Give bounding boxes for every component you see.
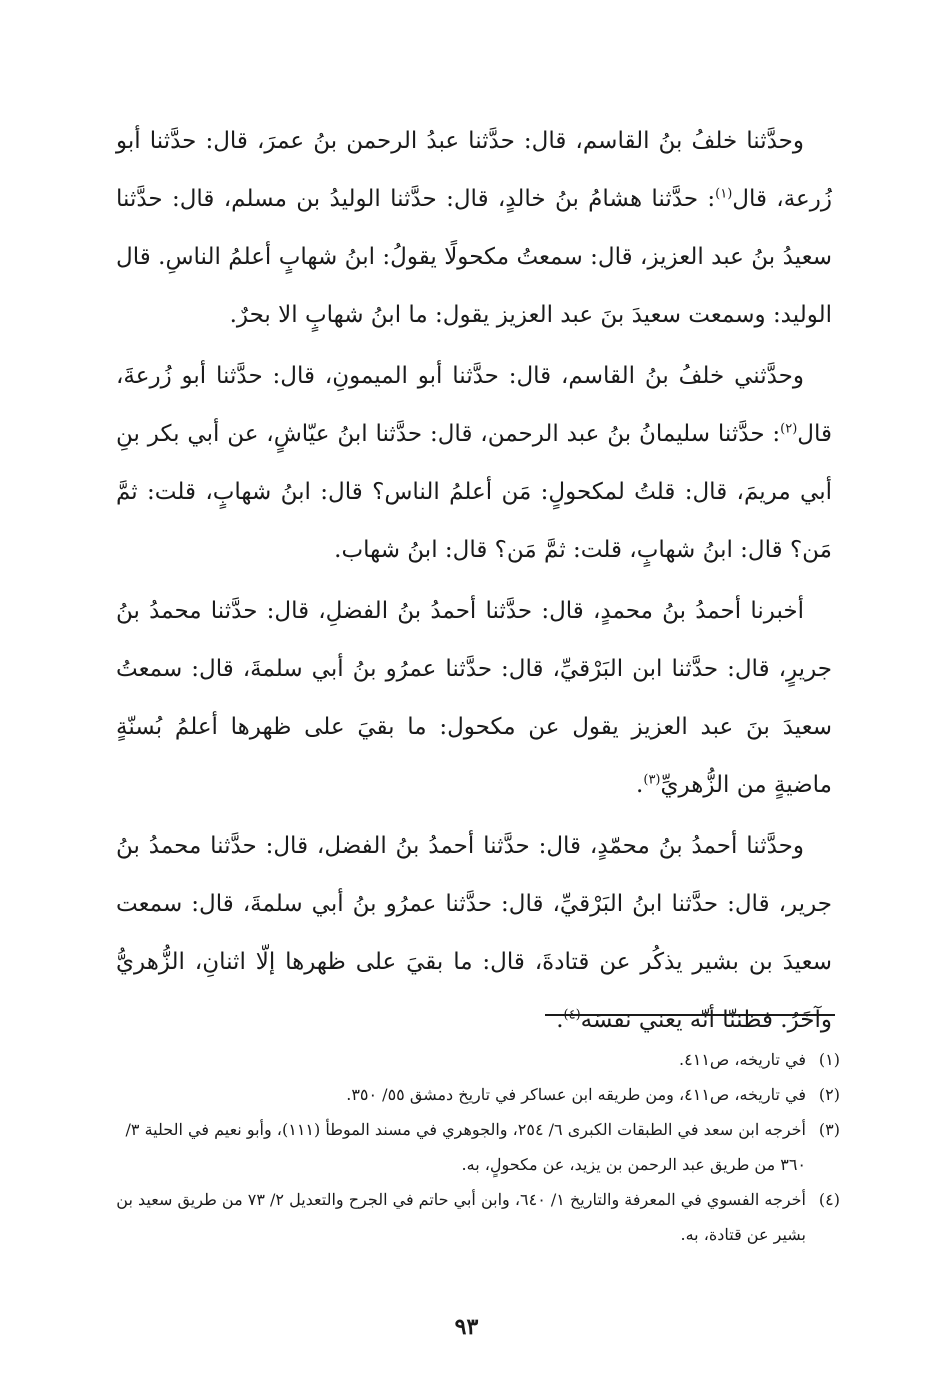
footnote-3 bbox=[100, 1112, 840, 1182]
footnote-4 bbox=[100, 1182, 840, 1252]
footnote-number-3: (٣) bbox=[818, 1120, 840, 1139]
footnote-number-1: (١) bbox=[818, 1050, 840, 1069]
paragraph-2-text-after: : حدَّثنا سليمانُ بنُ عبد الرحمن، قال: حدَّثنا ابنُ عيّاشٍ، عن أبي بكر بنِ أبي مريمَ، قال: قلتُ لمكحولٍ: مَن أعلمُ الناس؟ قال: ابنُ شهابٍ، قلت: ثمَّ مَن؟ قال: ابنُ شهابٍ، قلت: ثمَّ مَن؟ قال: ابنُ شهاب. bbox=[116, 421, 832, 563]
footnote-ref-1: (١) bbox=[715, 186, 733, 202]
paragraph-4-text-before: وحدَّثنا أحمدُ بنُ محمّدٍ، قال: حدَّثنا أحمدُ بنُ الفضل، قال: حدَّثنا محمدُ بنُ جرير، قال: حدَّثنا ابنُ البَرْقيِّ، قال: حدَّثنا عمرُو بنُ أبي سلمةَ، قال: سمعت سعيدَ بن بشير يذكُر عن قتادةَ، قال: ما بقيَ على ظهرها إلّا اثنانِ، الزُّهريُّ وآخَرُ. فظننّا أنّه يعني نفسَه bbox=[116, 833, 832, 1033]
paragraph-1-text-after: : حدَّثنا هشامُ بنُ خالدٍ، قال: حدَّثنا الوليدُ بن مسلم، قال: حدَّثنا سعيدُ بنُ عبد العزيز، قال: سمعتُ مكحولًا يقولُ: ابنُ شهابٍ أعلمُ الناسِ. قال الوليد: وسمعت سعيدَ بنَ عبد العزيز يقول: ما ابنُ شهابٍ الا بحرٌ. bbox=[116, 186, 832, 328]
footnote-text-3: أخرجه ابن سعد في الطبقات الكبرى ٦/ ٢٥٤، والجوهري في مسند الموطأ (١١١)، وأبو نعيم في الحلية ٣/ ٣٦٠ من طريق عبد الرحمن بن يزيد، عن مكحولٍ، به. bbox=[125, 1120, 806, 1174]
paragraph-2 bbox=[116, 347, 832, 579]
footnote-number-4: (٤) bbox=[818, 1190, 840, 1209]
footnote-number-2: (٢) bbox=[818, 1085, 840, 1104]
footnote-1 bbox=[100, 1042, 840, 1077]
paragraph-1-text-before: وحدَّثنا خلفُ بنُ القاسم، قال: حدَّثنا عبدُ الرحمن بنُ عمرَ، قال: حدَّثنا أبو زُرعة، قال bbox=[116, 128, 832, 212]
footnotes bbox=[100, 1042, 840, 1252]
footnote-2 bbox=[100, 1077, 840, 1112]
footnote-text-1: في تاريخه، ص٤١١. bbox=[679, 1050, 806, 1069]
footnote-ref-4: (٤) bbox=[563, 1007, 581, 1023]
main-text bbox=[116, 112, 832, 1049]
footnote-divider bbox=[545, 1014, 835, 1016]
footnote-ref-2: (٢) bbox=[780, 421, 798, 437]
page-number: ٩٣ bbox=[454, 1314, 479, 1340]
footnote-ref-3: (٣) bbox=[643, 772, 661, 788]
paragraph-2-text-before: وحدَّثني خلفُ بنُ القاسم، قال: حدَّثنا أبو الميمونِ، قال: حدَّثنا أبو زُرعةَ، قال bbox=[116, 363, 832, 447]
paragraph-3 bbox=[116, 582, 832, 814]
footnote-text-4: أخرجه الفسوي في المعرفة والتاريخ ١/ ٦٤٠، وابن أبي حاتم في الجرح والتعديل ٢/ ٧٣ من طريق سعيد بن بشير عن قتادة، به. bbox=[116, 1190, 806, 1244]
paragraph-4-text-after: . bbox=[556, 1007, 564, 1033]
footnote-text-2: في تاريخه، ص٤١١، ومن طريقه ابن عساكر في تاريخ دمشق ٥٥/ ٣٥٠. bbox=[346, 1085, 806, 1104]
paragraph-1 bbox=[116, 112, 832, 344]
paragraph-3-text-before: أخبرنا أحمدُ بنُ محمدٍ، قال: حدَّثنا أحمدُ بنُ الفضلِ، قال: حدَّثنا محمدُ بنُ جريرٍ، قال: حدَّثنا ابن البَرْقيِّ، قال: حدَّثنا عمرُو بنُ أبي سلمةَ، قال: سمعتُ سعيدَ بنَ عبد العزيز يقول عن مكحول: ما بقيَ على ظهرها أعلمُ بُسنّةٍ ماضيةٍ من الزُّهريِّ bbox=[116, 598, 832, 798]
paragraph-3-text-after: . bbox=[636, 772, 644, 798]
